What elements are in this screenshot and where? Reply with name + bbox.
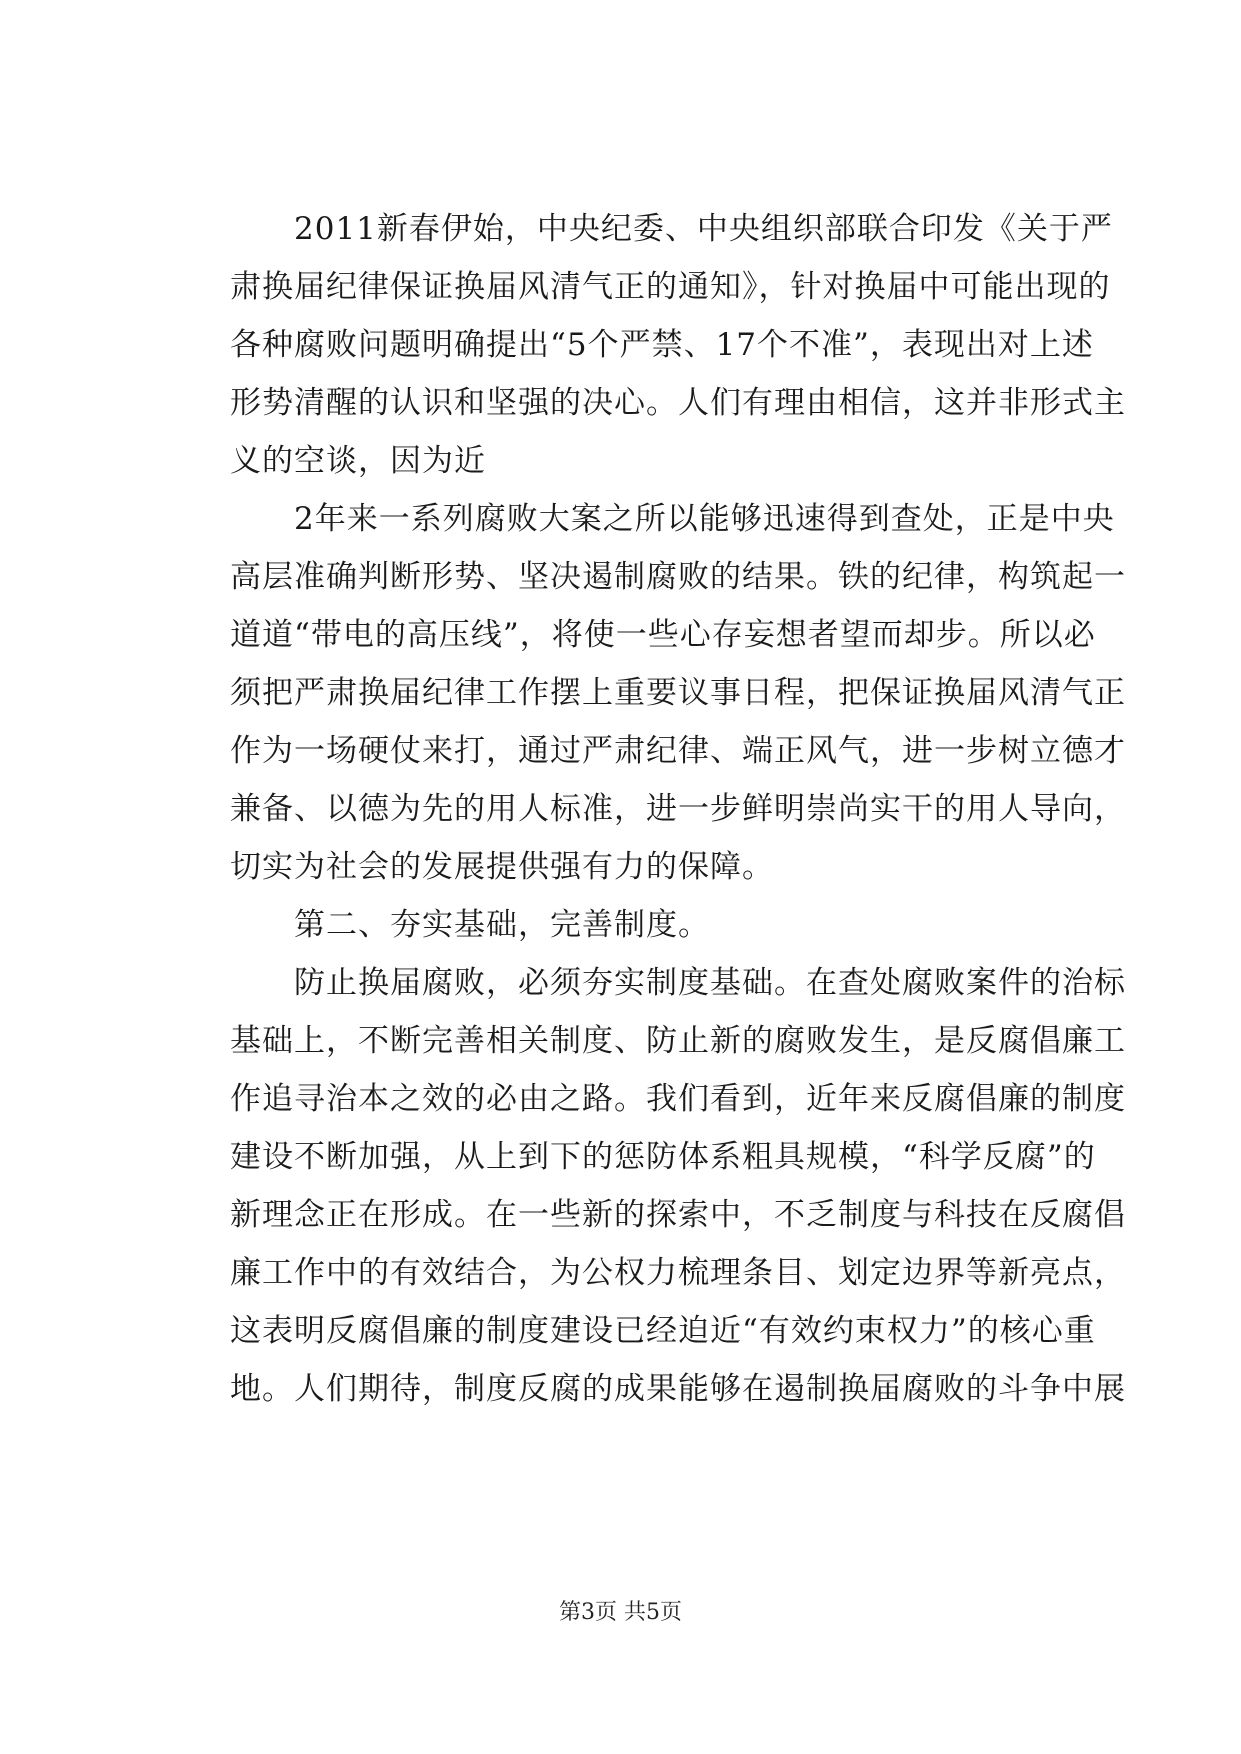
text-line: 新理念正在形成。在一些新的探索中，不乏制度与科技在反腐倡	[230, 1197, 1126, 1233]
text-line: 建设不断加强，从上到下的惩防体系粗具规模，“科学反腐”的	[230, 1139, 1096, 1175]
section-heading: 第二、夯实基础，完善制度。	[294, 907, 710, 943]
text-line: 地。人们期待，制度反腐的成果能够在遏制换届腐败的斗争中展	[230, 1371, 1126, 1407]
text-line: 作为一场硬仗来打，通过严肃纪律、端正风气，进一步树立德才	[230, 733, 1126, 769]
text-line: 2年来一系列腐败大案之所以能够迅速得到查处，正是中央	[294, 501, 1115, 537]
text-line: 须把严肃换届纪律工作摆上重要议事日程，把保证换届风清气正	[230, 675, 1126, 711]
text-line: 道道“带电的高压线”，将使一些心存妄想者望而却步。所以必	[230, 617, 1096, 653]
text-line: 防止换届腐败，必须夯实制度基础。在查处腐败案件的治标	[294, 965, 1126, 1001]
text-line: 切实为社会的发展提供强有力的保障。	[230, 849, 774, 885]
page-number-footer: 第3页 共5页	[559, 1600, 682, 1625]
document-body	[230, 200, 1126, 1418]
text-line: 各种腐败问题明确提出“5个严禁、17个不准”，表现出对上述	[230, 327, 1094, 363]
text-line: 肃换届纪律保证换届风清气正的通知》，针对换届中可能出现的	[230, 269, 1111, 305]
text-line: 2011新春伊始，中央纪委、中央组织部联合印发《关于严	[294, 211, 1113, 247]
text-line: 形势清醒的认识和坚强的决心。人们有理由相信，这并非形式主	[230, 385, 1126, 421]
text-line: 高层准确判断形势、坚决遏制腐败的结果。铁的纪律，构筑起一	[230, 559, 1126, 595]
text-line: 兼备、以德为先的用人标准，进一步鲜明崇尚实干的用人导向，	[230, 791, 1126, 827]
text-line: 这表明反腐倡廉的制度建设已经迫近“有效约束权力”的核心重	[230, 1313, 1096, 1349]
text-line: 基础上，不断完善相关制度、防止新的腐败发生，是反腐倡廉工	[230, 1023, 1126, 1059]
text-line: 义的空谈，因为近	[230, 443, 486, 479]
text-line: 作追寻治本之效的必由之路。我们看到，近年来反腐倡廉的制度	[230, 1081, 1126, 1117]
text-line: 廉工作中的有效结合，为公权力梳理条目、划定边界等新亮点，	[230, 1255, 1126, 1291]
